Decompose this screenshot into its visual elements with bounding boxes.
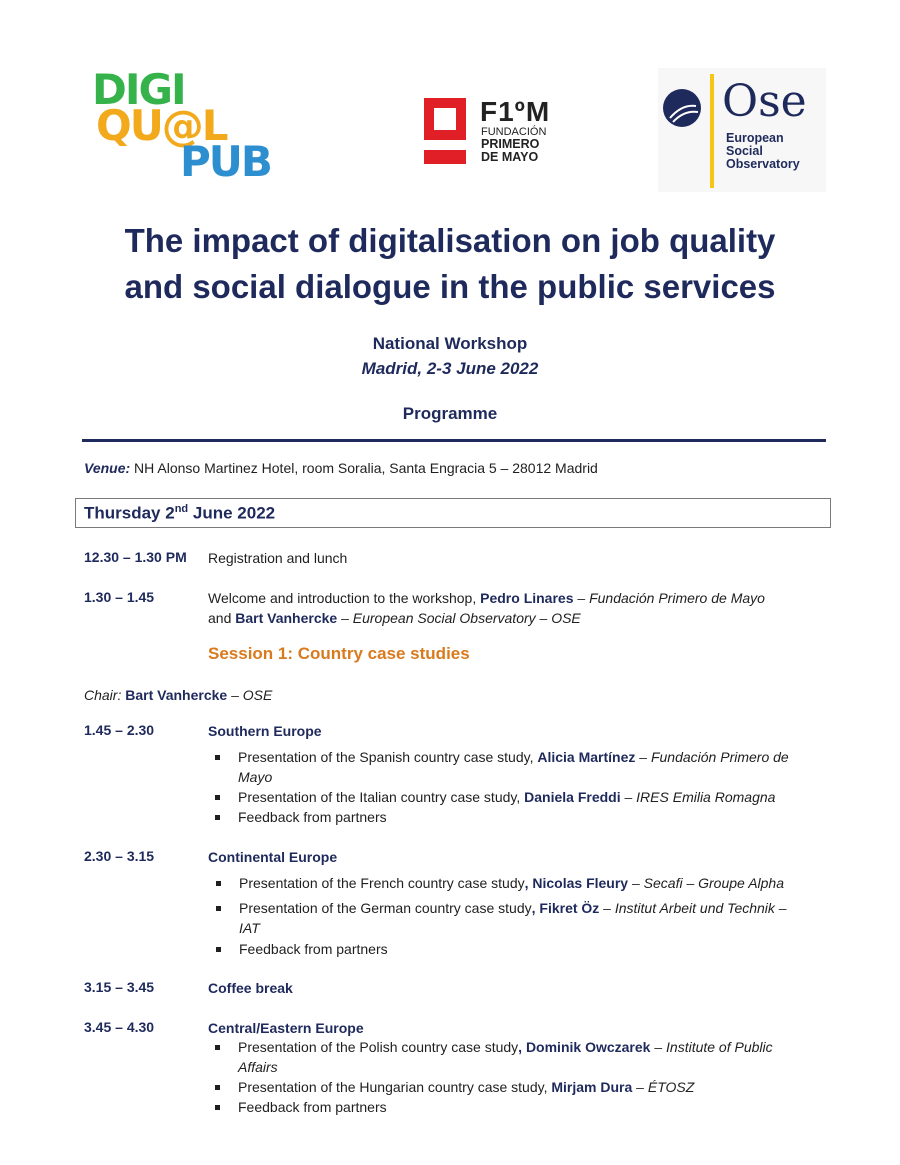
list-item bbox=[212, 1077, 802, 1097]
day-sup: nd bbox=[174, 503, 189, 515]
f1m-name: F1ºM bbox=[480, 96, 551, 127]
welcome-speaker-2: Bart Vanhercke bbox=[235, 610, 338, 626]
location-date: Madrid, 2-3 June 2022 bbox=[361, 359, 539, 378]
logo-bar bbox=[0, 66, 900, 196]
central-title: Central/Eastern Europe bbox=[208, 1020, 364, 1036]
chair-label: Chair: bbox=[84, 687, 126, 703]
chair-org: – OSE bbox=[227, 687, 273, 703]
item-org: – Institut Arbeit und Technik – IAT bbox=[239, 900, 787, 936]
welcome-text bbox=[208, 588, 818, 628]
programme-heading: Programme bbox=[402, 404, 498, 423]
f1m-logo bbox=[422, 96, 572, 168]
venue-line bbox=[84, 460, 598, 476]
ose-divider bbox=[710, 74, 714, 188]
ose-circle-icon bbox=[662, 88, 704, 130]
item-text: Presentation of the Spanish country case study, bbox=[238, 749, 538, 765]
item-org: – Secafi – Groupe Alpha bbox=[628, 875, 785, 891]
item-org: – Fundación Primero de Mayo bbox=[238, 749, 789, 785]
coffee-time: 3.15 – 3.45 bbox=[84, 979, 155, 995]
item-org: – ÉTOSZ bbox=[632, 1079, 695, 1095]
digi-logo-line3: PUB bbox=[180, 137, 271, 186]
document-title bbox=[0, 218, 900, 310]
item-text: Feedback from partners bbox=[238, 809, 387, 825]
workshop-subtitle: National Workshop bbox=[372, 334, 528, 353]
item-name: , Fikret Öz bbox=[531, 900, 600, 916]
welcome-org-2: – European Social Observatory – OSE bbox=[337, 610, 581, 626]
ose-line1: European bbox=[726, 131, 784, 145]
southern-list bbox=[212, 747, 802, 827]
registration-time: 12.30 – 1.30 PM bbox=[84, 549, 187, 565]
day-title bbox=[84, 503, 275, 524]
item-text: Presentation of the Italian country case study, bbox=[238, 789, 525, 805]
ose-logo bbox=[658, 68, 826, 192]
chair-line bbox=[84, 687, 272, 703]
item-org: – IRES Emilia Romagna bbox=[620, 789, 776, 805]
welcome-time: 1.30 – 1.45 bbox=[84, 589, 155, 605]
list-item bbox=[212, 787, 802, 807]
registration-text: Registration and lunch bbox=[208, 550, 348, 566]
list-item bbox=[212, 1037, 802, 1077]
southern-title: Southern Europe bbox=[208, 723, 322, 739]
day-suffix: June 2022 bbox=[188, 503, 276, 523]
ose-line3: Observatory bbox=[726, 157, 800, 171]
item-name: , Nicolas Fleury bbox=[524, 875, 629, 891]
digiqualpub-logo bbox=[92, 65, 271, 186]
item-name: Daniela Freddi bbox=[524, 789, 621, 805]
continental-title: Continental Europe bbox=[208, 849, 338, 865]
central-list bbox=[212, 1037, 802, 1117]
welcome-org-1: – Fundación Primero de Mayo bbox=[573, 590, 765, 606]
welcome-speaker-1: Pedro Linares bbox=[480, 590, 574, 606]
ose-line2: Social bbox=[726, 144, 763, 158]
item-name: , Dominik Owczarek bbox=[518, 1039, 651, 1055]
f1m-line3: DE MAYO bbox=[481, 150, 539, 164]
item-org: – Institute of Public Affairs bbox=[238, 1039, 773, 1075]
f1m-subtitle bbox=[481, 126, 546, 164]
header-rule bbox=[82, 439, 826, 442]
item-name: Alicia Martínez bbox=[537, 749, 636, 765]
list-item bbox=[212, 1097, 802, 1117]
venue-text: NH Alonso Martinez Hotel, room Soralia, Santa Engracia 5 – 28012 Madrid bbox=[130, 460, 598, 476]
list-item bbox=[213, 898, 803, 938]
session-1-heading: Session 1: Country case studies bbox=[208, 644, 470, 663]
item-name: Mirjam Dura bbox=[551, 1079, 633, 1095]
chair-name: Bart Vanhercke bbox=[125, 687, 228, 703]
day-header bbox=[75, 498, 831, 528]
item-text: Feedback from partners bbox=[238, 1099, 387, 1115]
f1m-mark-icon bbox=[422, 96, 470, 166]
item-text: Presentation of the French country case study bbox=[239, 875, 525, 891]
item-text: Presentation of the Polish country case study bbox=[238, 1039, 519, 1055]
title-line-1: The impact of digitalisation on job quality bbox=[124, 222, 776, 259]
continental-list bbox=[213, 873, 803, 959]
item-text: Presentation of the Hungarian country case study, bbox=[238, 1079, 552, 1095]
coffee-title: Coffee break bbox=[208, 980, 293, 996]
f1m-line1: FUNDACIÓN bbox=[481, 126, 547, 138]
item-text: Feedback from partners bbox=[239, 941, 388, 957]
list-item bbox=[213, 939, 803, 959]
list-item bbox=[212, 807, 802, 827]
venue-label: Venue: bbox=[84, 460, 131, 476]
day-prefix: Thursday 2 bbox=[84, 503, 175, 523]
continental-time: 2.30 – 3.15 bbox=[84, 848, 155, 864]
title-line-2: and social dialogue in the public services bbox=[124, 268, 776, 305]
list-item bbox=[213, 873, 803, 893]
digi-logo-line2: QU@L bbox=[96, 101, 227, 150]
list-item bbox=[212, 747, 802, 787]
welcome-and: and bbox=[208, 610, 236, 626]
f1m-line2: PRIMERO bbox=[481, 137, 540, 151]
welcome-intro: Welcome and introduction to the workshop, bbox=[208, 590, 481, 606]
southern-time: 1.45 – 2.30 bbox=[84, 722, 155, 738]
central-time: 3.45 – 4.30 bbox=[84, 1019, 155, 1035]
digi-logo-line1: DIGI bbox=[92, 65, 185, 114]
ose-wordmark: Ose bbox=[722, 76, 807, 127]
ose-caption bbox=[726, 132, 800, 171]
item-text: Presentation of the German country case study bbox=[239, 900, 532, 916]
